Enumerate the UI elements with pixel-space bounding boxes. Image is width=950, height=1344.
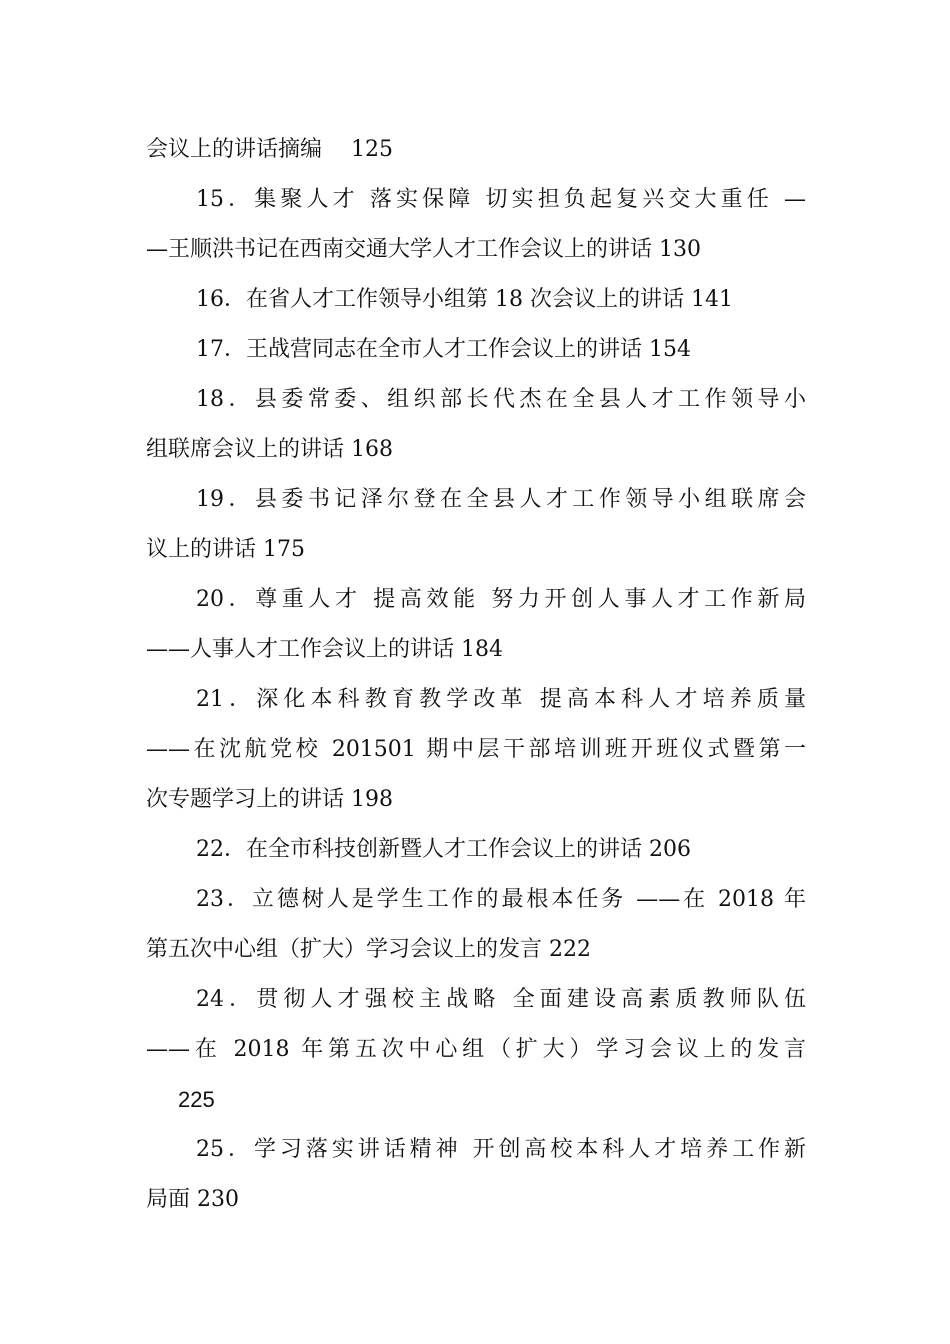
- toc-line: 局面 230: [146, 1187, 239, 1212]
- toc-entry-15: 15．集聚人才 落实保障 切实担负起复兴交大重任 —: [196, 187, 806, 212]
- toc-line: 第五次中心组（扩大）学习会议上的发言 222: [146, 937, 591, 962]
- toc-line: 组联席会议上的讲话 168: [146, 437, 393, 462]
- toc-line: ——人事人才工作会议上的讲话 184: [146, 637, 503, 662]
- toc-line: ——在 2018 年第五次中心组（扩大）学习会议上的发言: [146, 1037, 806, 1062]
- toc-entry-18: 18．县委常委、组织部长代杰在全县人才工作领导小: [196, 387, 806, 412]
- toc-entry-24: 24．贯彻人才强校主战略 全面建设高素质教师队伍: [196, 987, 806, 1012]
- toc-line: 会议上的讲话摘编 125: [146, 137, 393, 162]
- toc-line: ——在沈航党校 201501 期中层干部培训班开班仪式暨第一: [146, 737, 806, 762]
- toc-entry-20: 20．尊重人才 提高效能 努力开创人事人才工作新局: [196, 587, 806, 612]
- toc-entry-21: 21．深化本科教育教学改革 提高本科人才培养质量: [196, 687, 806, 712]
- toc-line: 议上的讲话 175: [146, 537, 305, 562]
- toc-entry-16: 16．在省人才工作领导小组第 18 次会议上的讲话 141: [196, 287, 733, 312]
- page-number: 225: [178, 1087, 215, 1112]
- toc-line: —王顺洪书记在西南交通大学人才工作会议上的讲话 130: [146, 237, 701, 262]
- toc-entry-22: 22．在全市科技创新暨人才工作会议上的讲话 206: [196, 837, 691, 862]
- toc-entry-23: 23．立德树人是学生工作的最根本任务 ——在 2018 年: [196, 887, 806, 912]
- toc-entry-25: 25．学习落实讲话精神 开创高校本科人才培养工作新: [196, 1137, 806, 1162]
- toc-entry-17: 17．王战营同志在全市人才工作会议上的讲话 154: [196, 337, 691, 362]
- toc-entry-19: 19．县委书记泽尔登在全县人才工作领导小组联席会: [196, 487, 806, 512]
- toc-line: 次专题学习上的讲话 198: [146, 787, 393, 812]
